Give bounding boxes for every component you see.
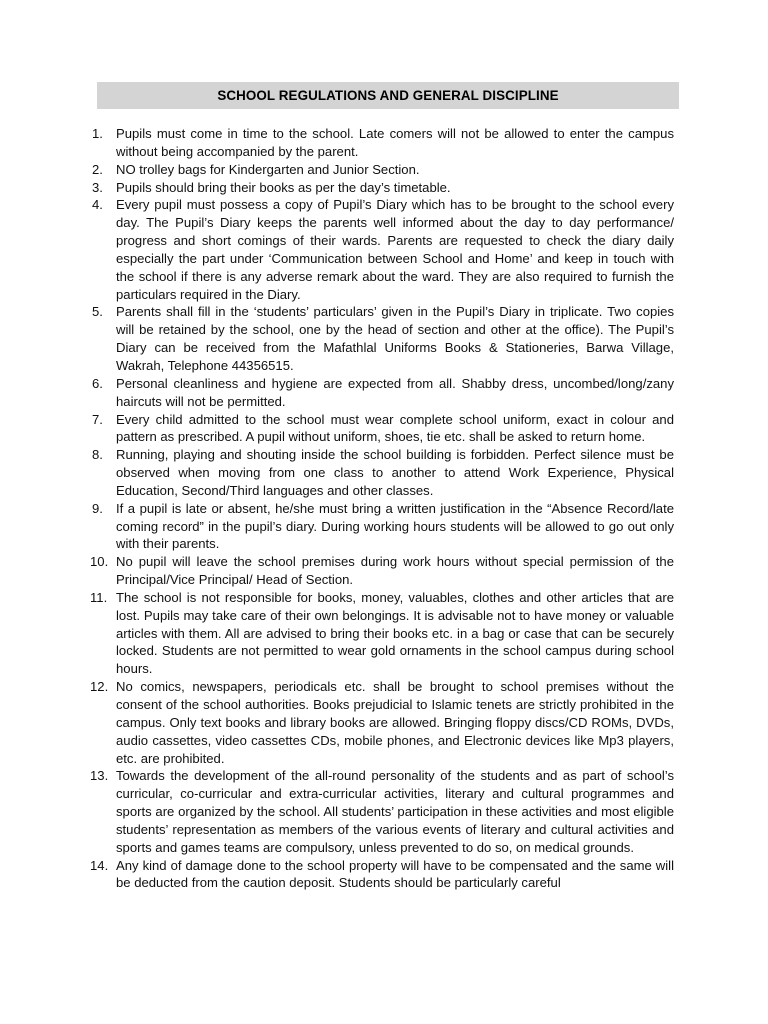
list-item-text: Running, playing and shouting inside the school building is forbidden. Perfect silence must be observed when moving from one class to another to attend Work Experience, Physical Education, Second/Third languages and other classes. <box>116 447 674 498</box>
list-item-number: 5. <box>92 304 103 320</box>
rules-list <box>0 125 768 892</box>
list-item-number: 1. <box>92 126 103 141</box>
list-item <box>0 161 674 179</box>
list-item-number: 2. <box>92 161 103 177</box>
list-item-text: If a pupil is late or absent, he/she must bring a written justification in the “Absence Record/late coming record” in the pupil’s diary. During working hours students will be allowed to go out only with their parents. <box>116 500 674 552</box>
list-item-number: 9. <box>92 500 103 516</box>
list-item <box>0 857 674 893</box>
list-item <box>0 303 674 374</box>
list-item-number: 12. <box>90 679 109 695</box>
list-item-number: 11. <box>90 589 108 605</box>
list-item-text: Every pupil must possess a copy of Pupil’s Diary which has to be brought to the school every day. The Pupil’s Diary keeps the parents well informed about the day to day performance/ progress and short comings of their wards. Parents are requested to check the diary daily especially the part under ‘Communication between School and Home’ and keep in touch with the school if there is any adverse remark about the ward. They are also required to furnish the particulars required in the Diary. <box>116 197 674 302</box>
list-item <box>0 196 674 303</box>
list-item <box>0 179 674 197</box>
list-item-text: Every child admitted to the school must wear complete school uniform, exact in colour and pattern as prescribed. A pupil without uniform, shoes, tie etc. shall be asked to return home. <box>116 411 674 445</box>
list-item <box>0 500 674 554</box>
list-item-number: 7. <box>92 411 103 427</box>
list-item-number: 14. <box>90 857 109 873</box>
list-item <box>0 411 674 447</box>
list-item <box>0 553 674 589</box>
list-item-text: Pupils should bring their books as per the day’s timetable. <box>116 179 451 195</box>
list-item <box>0 375 674 411</box>
list-item-text: The school is not responsible for books, money, valuables, clothes and other articles that are lost. Pupils may take care of their own belongings. It is advisable not to have money or valuable articles with them. All are advised to bring their books etc. in a bag or case that can be securely locked. Students are not permitted to wear gold ornaments in the school campus during school hours. <box>116 589 674 677</box>
list-item-text: No comics, newspapers, periodicals etc. shall be brought to school premises without the consent of the school authorities. Books prejudicial to Islamic tenets are strictly prohibited in the campus. Only text books and library books are allowed. Bringing floppy discs/CD ROMs, DVDs, audio cassettes, video cassettes CDs, mobile phones, and Electronic devices like Mp3 players, etc. are prohibited. <box>116 679 674 766</box>
list-item-number: 13. <box>90 768 109 784</box>
list-item <box>0 767 674 856</box>
list-item <box>0 678 674 767</box>
list-item-text: Personal cleanliness and hygiene are expected from all. Shabby dress, uncombed/long/zany haircuts will not be permitted. <box>116 375 674 409</box>
list-item-number: 10. <box>90 554 109 570</box>
list-item-number: 6. <box>92 375 103 391</box>
list-item <box>0 446 674 500</box>
list-item-text: Towards the development of the all-round personality of the students and as part of school’s curricular, co-curricular and extra-curricular activities, literary and cultural programmes and sports are organized by the school. All students’ participation in these activities and most eligible students’ representation as members of the various events of literary and cultural activities and sports and games teams are compulsory, unless prevented to do so, on medical grounds. <box>116 768 674 855</box>
list-item-number: 3. <box>92 179 103 195</box>
list-item-text: Parents shall fill in the ‘students’ particulars’ given in the Pupil’s Diary in triplicate. Two copies will be retained by the school, one by the head of section and other at the office). The Pupil’s Diary can be received from the Mafathlal Uniforms Books & Stationeries, Barwa Village, Wakrah, Telephone 44356515. <box>116 304 674 373</box>
list-item-text: Pupils must come in time to the school. Late comers will not be allowed to enter the campus without being accompanied by the parent. <box>116 126 674 159</box>
list-item-number: 4. <box>92 197 103 213</box>
list-item-text: Any kind of damage done to the school property will have to be compensated and the same will be deducted from the caution deposit. Students should be particularly careful <box>116 857 674 891</box>
list-item-text: No pupil will leave the school premises during work hours without special permission of the Principal/Vice Principal/ Head of Section. <box>116 554 674 588</box>
title-banner <box>97 82 679 109</box>
list-item <box>0 589 674 678</box>
page-title: SCHOOL REGULATIONS AND GENERAL DISCIPLINE <box>217 88 559 103</box>
list-item <box>0 125 674 161</box>
list-item-number: 8. <box>92 447 103 463</box>
list-item-text: NO trolley bags for Kindergarten and Junior Section. <box>116 161 420 177</box>
